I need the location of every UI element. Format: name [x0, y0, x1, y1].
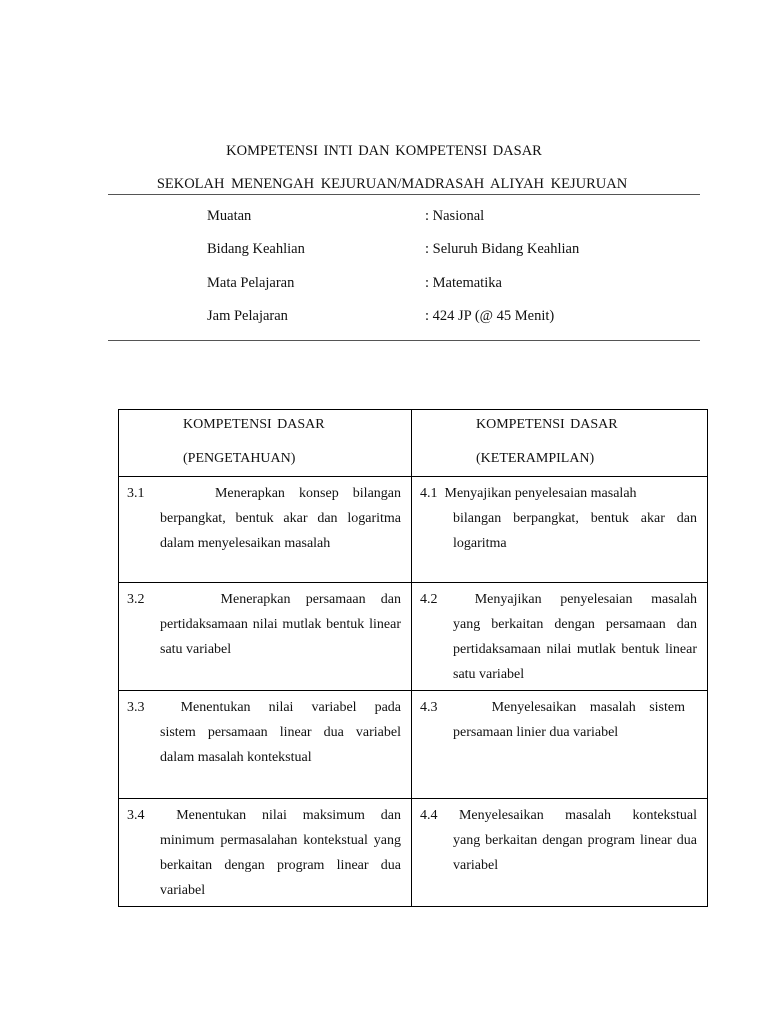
kd-item: [412, 583, 707, 687]
table-row: [119, 477, 708, 583]
kd-keterampilan-cell: [412, 691, 708, 799]
kd-item-first-line: [420, 587, 697, 612]
kd-number: 4.3: [420, 700, 438, 715]
info-label-bidang-keahlian: Bidang Keahlian: [207, 241, 305, 257]
kd-text-first: Menyelesaikan masalah sistem: [491, 700, 685, 715]
kd-item-first-line: [127, 587, 401, 612]
kd-pengetahuan-cell: [119, 691, 412, 799]
table-row: [119, 799, 708, 907]
kd-number: 3.4: [127, 808, 145, 823]
header-keterampilan: [412, 410, 708, 477]
kd-text-rest: sistem persamaan linear dua variabel dalam masalah kontekstual: [160, 725, 401, 765]
kd-text-first: Menyajikan penyelesaian masalah: [474, 592, 697, 607]
kd-pengetahuan-cell: [119, 799, 412, 907]
info-value-bidang-keahlian: : Seluruh Bidang Keahlian: [425, 241, 580, 257]
kd-number: 3.1: [127, 486, 145, 501]
document-title: KOMPETENSI INTI DAN KOMPETENSI DASAR: [226, 143, 542, 159]
kd-item-first-line: [127, 481, 401, 506]
kd-pengetahuan-cell: [119, 477, 412, 583]
document-subtitle: SEKOLAH MENENGAH KEJURUAN/MADRASAH ALIYAH KEJURUAN: [156, 176, 628, 192]
kd-item-first-line: [127, 695, 401, 720]
kd-item: [412, 799, 707, 878]
header-keterampilan-line1: KOMPETENSI DASAR: [476, 417, 618, 432]
kd-keterampilan-cell: [412, 477, 708, 583]
kd-text-rest: pertidaksamaan nilai mutlak bentuk linear satu variabel: [160, 617, 401, 657]
divider-bottom: [108, 340, 700, 341]
kd-item: [119, 691, 411, 770]
kd-text-rest: bilangan berpangkat, bentuk akar dan logaritma: [453, 511, 697, 551]
kd-pengetahuan-cell: [119, 583, 412, 691]
kd-text-rest: yang berkaitan dengan persamaan dan pertidaksamaan nilai mutlak bentuk linear satu variabel: [453, 617, 697, 682]
info-label-mata-pelajaran: Mata Pelajaran: [207, 275, 295, 291]
kd-number: 4.2: [420, 592, 438, 607]
kd-number: 3.2: [127, 592, 145, 607]
kd-text-first: Menerapkan konsep bilangan: [214, 486, 401, 501]
header-pengetahuan-line1: KOMPETENSI DASAR: [183, 417, 325, 432]
table-row: [119, 583, 708, 691]
table-row: [119, 691, 708, 799]
kompetensi-table: [118, 409, 708, 907]
info-value-jam-pelajaran: : 424 JP (@ 45 Menit): [425, 308, 555, 324]
header-pengetahuan-line2: (PENGETAHUAN): [183, 451, 296, 466]
kd-text-first: Menentukan nilai variabel pada: [180, 700, 402, 715]
kd-text-rest: berpangkat, bentuk akar dan logaritma dalam menyelesaikan masalah: [160, 511, 401, 551]
kd-number: 3.3: [127, 700, 145, 715]
kd-text-first: Menyelesaikan masalah kontekstual: [458, 808, 697, 823]
kd-item: [119, 799, 411, 903]
kd-item: [412, 477, 707, 556]
kd-number: 4.4: [420, 808, 438, 823]
info-value-mata-pelajaran: : Matematika: [425, 275, 502, 291]
kd-text-first: Menerapkan persamaan dan: [220, 592, 401, 607]
divider-top: [108, 194, 700, 195]
header-pengetahuan: [119, 410, 412, 477]
kd-text-first: Menyajikan penyelesaian masalah: [444, 486, 637, 501]
kd-keterampilan-cell: [412, 583, 708, 691]
kd-item-first-line: [420, 803, 697, 828]
kd-text-rest: minimum permasalahan kontekstual yang berkaitan dengan program linear dua variabel: [160, 833, 401, 898]
kd-text-first: Menentukan nilai maksimum dan: [176, 808, 402, 823]
table-header-row: [119, 410, 708, 477]
kd-item-first-line: [420, 481, 697, 506]
info-label-muatan: Muatan: [207, 208, 252, 224]
kd-text-rest: yang berkaitan dengan program linear dua variabel: [453, 833, 697, 873]
info-value-muatan: : Nasional: [425, 208, 485, 224]
kd-item: [119, 583, 411, 662]
info-label-jam-pelajaran: Jam Pelajaran: [207, 308, 288, 324]
kd-item-first-line: [420, 695, 697, 720]
kd-keterampilan-cell: [412, 799, 708, 907]
kd-item-first-line: [127, 803, 401, 828]
kd-item: [119, 477, 411, 556]
kd-item: [412, 691, 707, 745]
header-keterampilan-line2: (KETERAMPILAN): [476, 451, 595, 466]
kd-number: 4.1: [420, 486, 438, 501]
kd-text-rest: persamaan linier dua variabel: [453, 725, 619, 740]
